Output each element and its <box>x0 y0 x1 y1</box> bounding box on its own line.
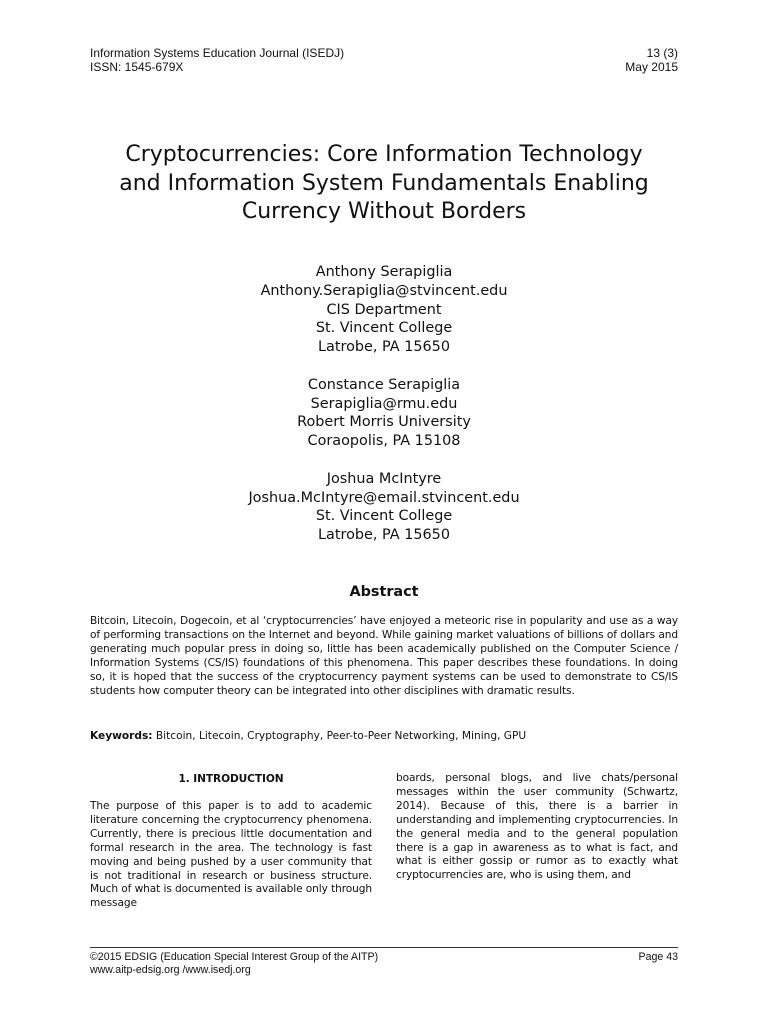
page-number: Page 43 <box>638 951 678 963</box>
running-header-right <box>625 46 678 74</box>
issn: ISSN: 1545-679X <box>90 60 184 74</box>
intro-paragraph-left: The purpose of this paper is to add to academic literature concerning the cryptocurrency phenomena. Currently, there is precious little documentation and formal research in the area. The technology is fast moving and being pushed by a user community that is not traditional in research or business structure. Much of what is documented is available only through message <box>90 800 372 910</box>
author-email: Anthony.Serapiglia@stvincent.edu <box>260 282 508 299</box>
abstract-text: Bitcoin, Litecoin, Dogecoin, et al ‘cryptocurrencies’ have enjoyed a meteoric rise in popularity and use as a way of performing transactions on the Internet and beyond. While gaining market valuations of billions of dollars and generating much popular press in doing so, little has been academically published on the Computer Science / Information Systems (CS/IS) foundations of this phenomena. This paper describes these foundations. In doing so, it is hoped that the success of the cryptocurrency payment systems can be used to demonstrate to CS/IS students how computer theory can be integrated into other disciplines with dramatic results. <box>90 615 678 698</box>
intro-paragraph-right: boards, personal blogs, and live chats/personal messages within the user community (Schwartz, 2014). Because of this, there is a barrier in understanding and implementing cryptocurrencies. In the general media and to the general population there is a gap in awareness as to what is fact, and what is either gossip or rumor as to exactly what cryptocurrencies are, who is using them, and <box>396 772 678 882</box>
author-block <box>84 263 684 357</box>
issue-date: May 2015 <box>625 60 678 74</box>
author-location: Coraopolis, PA 15108 <box>307 433 461 450</box>
footer-divider <box>90 947 678 948</box>
author-block <box>84 470 684 545</box>
keywords-line <box>90 729 678 743</box>
author-location: Latrobe, PA 15650 <box>318 527 450 544</box>
abstract-heading: Abstract <box>349 584 419 600</box>
footer-urls: www.aitp-edsig.org /www.isedj.org <box>90 964 251 976</box>
author-organization: Robert Morris University <box>297 414 471 431</box>
right-column <box>396 772 678 883</box>
author-name: Joshua McIntyre <box>326 470 442 487</box>
running-header-left <box>90 46 344 74</box>
journal-name: Information Systems Education Journal (ISEDJ) <box>90 46 345 60</box>
author-name: Constance Serapiglia <box>307 376 461 393</box>
author-list <box>84 263 684 564</box>
author-organization: St. Vincent College <box>315 508 453 525</box>
author-location: Latrobe, PA 15650 <box>318 339 450 356</box>
section-heading: 1. INTRODUCTION <box>178 773 284 785</box>
author-department: CIS Department <box>326 301 442 318</box>
title-line-2: and Information System Fundamentals Enabling <box>119 170 649 196</box>
footer-left <box>90 951 378 977</box>
title-line-3: Currency Without Borders <box>241 199 527 224</box>
footer-copyright: ©2015 EDSIG (Education Special Interest Group of the AITP) <box>90 951 379 963</box>
volume-issue: 13 (3) <box>646 46 678 60</box>
author-organization: St. Vincent College <box>315 320 453 337</box>
left-column <box>90 772 372 911</box>
keywords-label: Keywords: <box>90 730 153 742</box>
keywords-text: Bitcoin, Litecoin, Cryptography, Peer-to-Peer Networking, Mining, GPU <box>152 730 527 742</box>
author-name: Anthony Serapiglia <box>315 264 453 280</box>
author-block <box>84 376 684 451</box>
author-email: Serapiglia@rmu.edu <box>310 395 458 412</box>
title-line-1: Cryptocurrencies: Core Information Technology <box>125 142 643 167</box>
paper-title <box>84 141 684 227</box>
author-email: Joshua.McIntyre@email.stvincent.edu <box>248 489 520 506</box>
